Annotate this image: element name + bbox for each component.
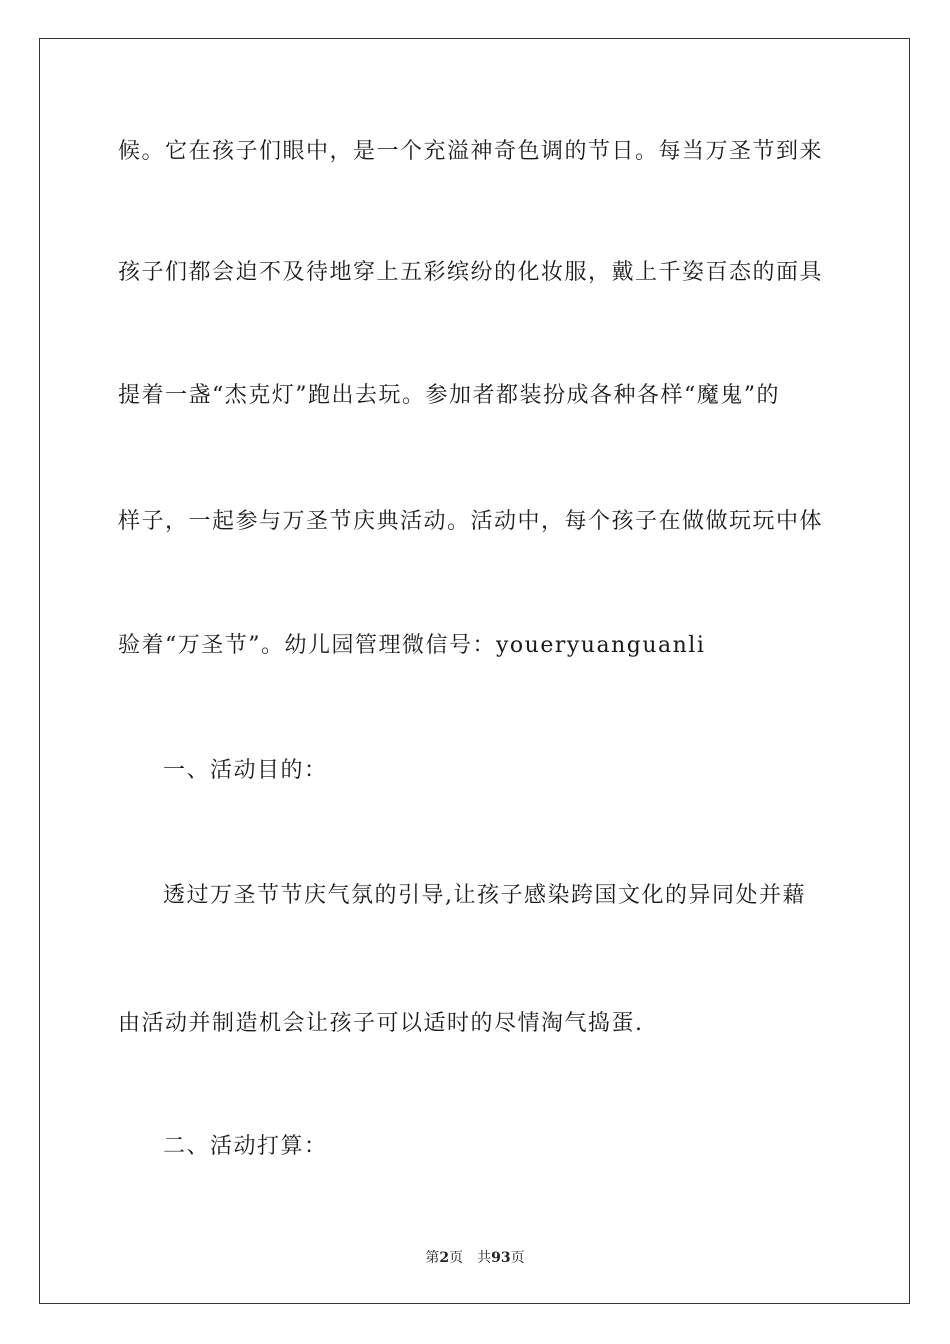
page-footer (0, 1249, 950, 1267)
section-heading-purpose: 一、活动目的： (163, 758, 328, 783)
body-line-5: 验着“万圣节”。幼儿园管理微信号：youeryuanguanli (118, 633, 706, 658)
body-line-4: 样子，一起参与万圣节庆典活动。活动中，每个孩子在做做玩玩中体 (118, 509, 824, 534)
total-prefix: 共 (477, 1250, 492, 1266)
page-suffix: 页 (449, 1250, 464, 1266)
page-border (39, 38, 910, 1304)
total-suffix: 页 (510, 1250, 525, 1266)
section-heading-plan: 二、活动打算： (163, 1134, 328, 1159)
total-pages: 93 (491, 1250, 511, 1266)
purpose-paragraph-line-1: 透过万圣节节庆气氛的引导,让孩子感染跨国文化的异同处并藉 (163, 883, 806, 908)
page-number: 2 (439, 1250, 450, 1266)
body-line-3: 提着一盏“杰克灯”跑出去玩。参加者都装扮成各种各样“魔鬼”的 (118, 383, 780, 408)
page-prefix: 第 (425, 1250, 440, 1266)
body-line-2: 孩子们都会迫不及待地穿上五彩缤纷的化妆服，戴上千姿百态的面具 (118, 260, 824, 285)
purpose-paragraph-line-2: 由活动并制造机会让孩子可以适时的尽情淘气捣蛋. (118, 1011, 644, 1036)
body-line-1: 候。它在孩子们眼中，是一个充溢神奇色调的节日。每当万圣节到来 (118, 139, 824, 164)
